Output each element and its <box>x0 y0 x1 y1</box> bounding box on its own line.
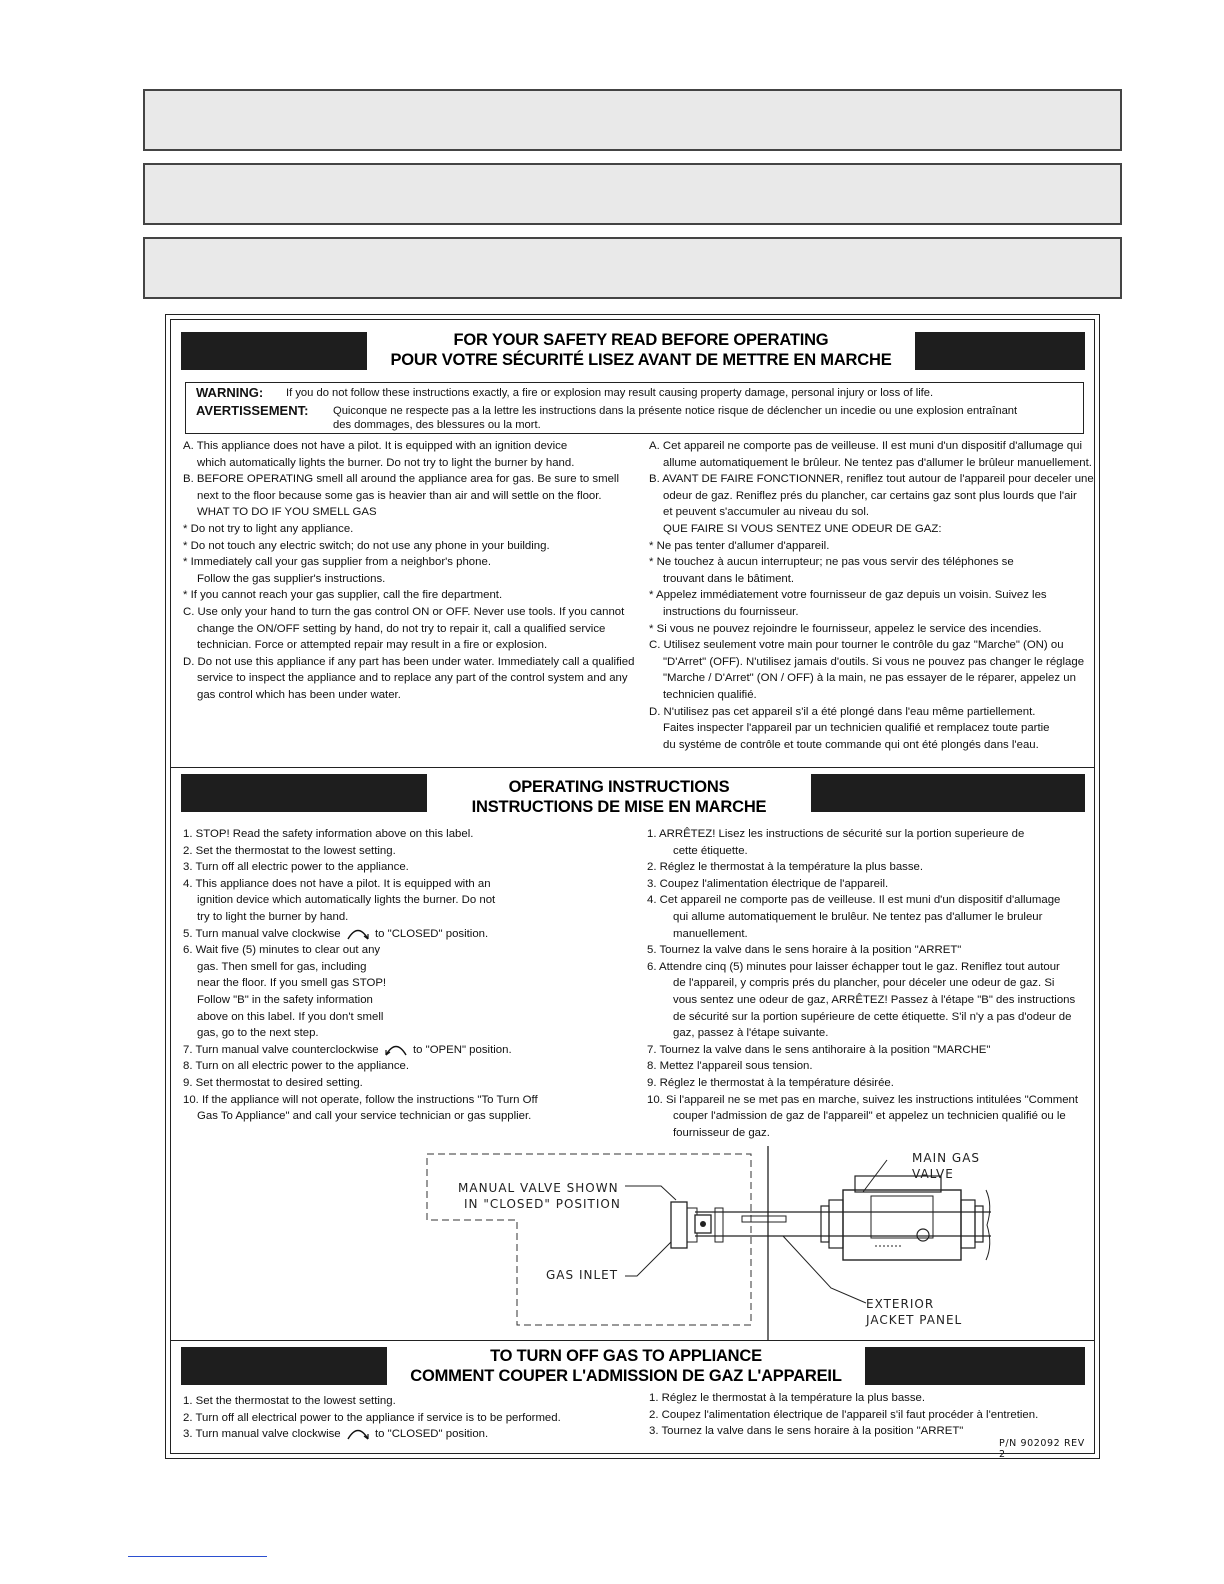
text-line: fournisseur de gaz. <box>673 1126 770 1139</box>
manual-valve-body <box>671 1202 687 1248</box>
text-line: 3. Tournez la valve dans le sens horaire à la position "ARRET" <box>649 1425 964 1438</box>
text-line: 3. Turn off all electric power to the appliance. <box>183 861 409 874</box>
text-line: 10. Si l'appareil ne se met pas en marche, suivez les instructions intitulées "Comment <box>647 1093 1079 1106</box>
leader-line <box>625 1242 671 1276</box>
warning-text: If you do not follow these instructions exactly, a fire or explosion may result causing property damage, personal injury or loss of life. <box>286 387 934 399</box>
warning-label: WARNING: <box>196 385 264 400</box>
text-line: 8. Turn on all electric power to the appliance. <box>183 1060 410 1073</box>
text-line: * If you cannot reach your gas supplier, call the fire department. <box>183 589 503 602</box>
text-line: de sécurité sur la portion supérieure de cette étiquette. S'il n'y a pas d'odeur de <box>673 1010 1072 1023</box>
text-line: above on this label. If you don't smell <box>197 1010 384 1023</box>
text-line: 6. Wait five (5) minutes to clear out any <box>183 944 381 957</box>
text-line: 10. If the appliance will not operate, follow the instructions "To Turn Off <box>183 1093 538 1106</box>
text-line: 7. Tournez la valve dans le sens antihoraire à la position "MARCHE" <box>647 1043 991 1056</box>
text-line: gaz, passez à l'étape suivante. <box>673 1027 829 1040</box>
text-line: 9. Réglez le thermostat à la température désirée. <box>647 1076 894 1089</box>
text-line: C. Use only your hand to turn the gas control ON or OFF. Never use tools. If you cannot <box>183 605 625 618</box>
header-bar-left <box>181 1347 387 1385</box>
divider <box>171 1340 1094 1341</box>
text-line: du systéme de contrôle et toute commande qui ont été plongés dans l'eau. <box>663 738 1039 751</box>
footer-link-underline <box>128 1556 267 1557</box>
text-line: 4. This appliance does not have a pilot. It is equipped with an <box>183 877 491 890</box>
text-line: which automatically lights the burner. Do not try to light the burner by hand. <box>197 456 575 469</box>
safety-heading-fr: POUR VOTRE SÉCURITÉ LISEZ AVANT DE METTRE EN MARCHE <box>390 351 892 369</box>
text-line: 1. ARRÊTEZ! Lisez les instructions de sécurité sur la portion superieure de <box>647 828 1025 840</box>
text-line: cette étiquette. <box>673 844 748 857</box>
valve-clockwise-icon <box>344 1426 372 1440</box>
text-line: * Do not touch any electric switch; do not use any phone in your building. <box>183 539 550 552</box>
turn-off-heading-en: TO TURN OFF GAS TO APPLIANCE <box>490 1347 762 1365</box>
text-line: Faites inspecter l'appareil par un technicien qualifié et remplacez toute partie <box>663 722 1050 735</box>
safety-label-inner <box>170 319 1095 1460</box>
text-line: Follow the gas supplier's instructions. <box>197 572 386 585</box>
exterior-panel-label-1: EXTERIOR <box>866 1297 935 1311</box>
text-line: odeur de gaz. Reniflez prés du plancher, car certains gaz sont plus lourds que l'air <box>663 489 1077 502</box>
text-line: vous sentez une odeur de gaz, ARRÊTEZ! Passez à l'étape "B" des instructions <box>673 993 1076 1006</box>
text-line: "Marche / D'Arret" (ON / OFF) à la main, ne pas essayer de le réparer, appelez un <box>663 672 1076 685</box>
turn-off-heading-fr: COMMENT COUPER L'ADMISSION DE GAZ L'APPAREIL <box>410 1367 842 1385</box>
leader-line <box>625 1186 676 1200</box>
text-line: * Si vous ne pouvez rejoindre le fournisseur, appelez le service des incendies. <box>649 622 1042 635</box>
main-gas-valve-body <box>843 1190 961 1260</box>
gas-inlet-label: GAS INLET <box>546 1268 619 1282</box>
text-line: de l'appareil, y compris prés du plancher, pour déceler une odeur de gaz. Si <box>673 977 1055 990</box>
text-line: WHAT TO DO IF YOU SMELL GAS <box>197 506 377 519</box>
text-line: 4. Cet appareil ne comporte pas de veilleuse. Il est muni d'un dispositif d'allumage <box>647 894 1061 907</box>
exterior-panel-label-2: JACKET PANEL <box>866 1313 963 1327</box>
text-line: * Appelez immédiatement votre fournisseur de gaz depuis un voisin. Suivez les <box>649 589 1047 602</box>
avertissement-text-1: Quiconque ne respecte pas a la lettre les instructions dans la présente notice risque de déclencher un incedie ou une explosion entraînant <box>333 405 1018 417</box>
text-line: gas, go to the next step. <box>197 1027 319 1040</box>
avertissement-label: AVERTISSEMENT: <box>196 403 309 418</box>
text-line: 1. Réglez le thermostat à la température la plus basse. <box>649 1392 926 1404</box>
manual-valve-label-1: MANUAL VALVE SHOWN <box>458 1181 619 1195</box>
text-line: C. Utilisez seulement votre main pour tourner le contrôle du gaz "Marche" (ON) ou <box>649 639 1064 652</box>
text-line: couper l'admission de gaz de l'appareil" et appelez un technicien qualifié ou le <box>673 1110 1066 1123</box>
main-gas-valve-label-2: VALVE <box>912 1167 954 1181</box>
text-line: et peuvent s'accumuler au niveau du sol. <box>663 506 870 519</box>
text-line: gas control which has been under water. <box>197 688 401 701</box>
turn-off-heading <box>387 1346 865 1386</box>
text-line: * Immediately call your gas supplier from a neighbor's phone. <box>183 556 491 569</box>
text-line: technicien qualifié. <box>663 688 757 701</box>
text-line: B. AVANT DE FAIRE FONCTIONNER, reniflez tout autour de l'appareil pour deceler une <box>649 473 1094 486</box>
blank-notice-box-3 <box>143 237 1122 299</box>
text-line: 3. Turn manual valve clockwise <box>183 1428 341 1441</box>
main-gas-valve-face <box>871 1196 933 1238</box>
text-line: Gas To Appliance" and call your service technician or gas supplier. <box>197 1110 532 1123</box>
text-line: service to inspect the appliance and to replace any part of the control system and any <box>197 672 628 685</box>
header-bar-right <box>865 1347 1085 1385</box>
manual-valve-label-2: IN "CLOSED" POSITION <box>464 1197 621 1211</box>
pipe-sleeve <box>742 1216 786 1222</box>
manual-valve-stem <box>700 1221 706 1227</box>
text-line: * Ne pas tenter d'allumer d'appareil. <box>649 539 830 552</box>
text-line: D. N'utilisez pas cet appareil s'il a été plongé dans l'eau même partiellement. <box>649 705 1036 718</box>
text-line: "D'Arret" (OFF). N'utilisez jamais d'outils. Si vous ne pouvez pas changer le réglage <box>663 655 1085 668</box>
text-line: technician. Force or attempted repair may result in a fire or explosion. <box>197 639 548 652</box>
operating-heading-fr: INSTRUCTIONS DE MISE EN MARCHE <box>471 798 767 816</box>
text-line: trouvant dans le bâtiment. <box>663 572 795 585</box>
text-line: 5. Tournez la valve dans le sens horaire à la position "ARRET" <box>647 944 962 957</box>
text-line: * Do not try to light any appliance. <box>183 522 354 535</box>
text-line: QUE FAIRE SI VOUS SENTEZ UNE ODEUR DE GAZ: <box>663 522 942 535</box>
text-line: 2. Coupez l'alimentation électrique de l'appareil s'il faut procéder à l'entretien. <box>649 1408 1039 1421</box>
text-line: 9. Set thermostat to desired setting. <box>183 1076 363 1089</box>
operating-heading-en: OPERATING INSTRUCTIONS <box>508 778 730 796</box>
text-line: B. BEFORE OPERATING smell all around the appliance area for gas. Be sure to smell <box>183 473 619 486</box>
text-line: D. Do not use this appliance if any part has been under water. Immediately call a qualified <box>183 655 635 668</box>
text-line: A. Cet appareil ne comporte pas de veilleuse. Il est muni d'un dispositif d'allumage qui <box>649 440 1083 452</box>
leader-line <box>783 1236 866 1303</box>
safety-heading-en: FOR YOUR SAFETY READ BEFORE OPERATING <box>453 331 829 349</box>
text-line: 2. Set the thermostat to the lowest setting. <box>183 844 396 857</box>
part-number: P/N 902092 REV 2 <box>999 1438 1085 1460</box>
text-line: Follow "B" in the safety information <box>197 993 373 1006</box>
text-line: near the floor. If you smell gas STOP! <box>197 977 387 990</box>
main-valve-knob <box>917 1229 929 1241</box>
blank-notice-box-1 <box>143 89 1122 151</box>
text-line: manuellement. <box>673 927 748 940</box>
text-line: instructions du fournisseur. <box>663 605 799 618</box>
text-line: to "OPEN" position. <box>412 1043 512 1056</box>
safety-label <box>165 314 1100 1459</box>
text-line: qui allume automatiquement le brulêur. Ne tentez pas d'allumer le bruleur <box>673 910 1043 923</box>
text-line: change the ON/OFF setting by hand, do not try to repair it, call a qualified service <box>197 622 606 635</box>
text-line: 7. Turn manual valve counterclockwise <box>183 1043 379 1056</box>
turn-off-en-text <box>183 1393 561 1443</box>
text-line: * Ne touchez à aucun interrupteur; ne pas vous servir des téléphones se <box>649 556 1014 569</box>
text-line: 1. Set the thermostat to the lowest setting. <box>183 1395 396 1407</box>
text-line: allume automatiquement le brûleur. Ne tentez pas d'allumer le brûleur manuellement. <box>663 456 1092 469</box>
text-line: 5. Turn manual valve clockwise <box>183 927 341 940</box>
text-line: A. This appliance does not have a pilot. It is equipped with an ignition device <box>183 440 568 452</box>
blank-notice-box-2 <box>143 163 1122 225</box>
text-line: ignition device which automatically lights the burner. Do not <box>197 894 496 907</box>
text-line: 2. Réglez le thermostat à la température la plus basse. <box>647 861 924 874</box>
text-line: 6. Attendre cinq (5) minutes pour laisser échapper tout le gaz. Reniflez tout autour <box>647 960 1060 973</box>
text-line: next to the floor because some gas is heavier than air and will settle on the floor. <box>197 489 602 502</box>
text-line: 2. Turn off all electrical power to the appliance if service is to be performed. <box>183 1411 561 1424</box>
pipe-break <box>986 1190 990 1260</box>
manual-valve-area-outline <box>427 1154 751 1325</box>
text-line: 8. Mettez l'appareil sous tension. <box>647 1060 813 1073</box>
text-line: to "CLOSED" position. <box>374 927 489 940</box>
main-gas-valve-label-1: MAIN GAS <box>912 1151 981 1165</box>
main-valve-fitting <box>961 1200 975 1248</box>
avertissement-text-2: des dommages, des blessures ou la mort. <box>333 419 541 431</box>
text-line: 1. STOP! Read the safety information above on this label. <box>183 828 474 840</box>
text-line: 3. Coupez l'alimentation électrique de l'appareil. <box>647 877 889 890</box>
text-line: to "CLOSED" position. <box>374 1428 489 1441</box>
main-valve-fitting <box>829 1200 843 1248</box>
text-line: gas. Then smell for gas, including <box>197 960 367 973</box>
turn-off-fr-text <box>649 1390 1038 1440</box>
manual-valve-body <box>715 1208 723 1242</box>
gas-valve-diagram <box>171 320 1096 1455</box>
text-line: try to light the burner by hand. <box>197 910 349 923</box>
